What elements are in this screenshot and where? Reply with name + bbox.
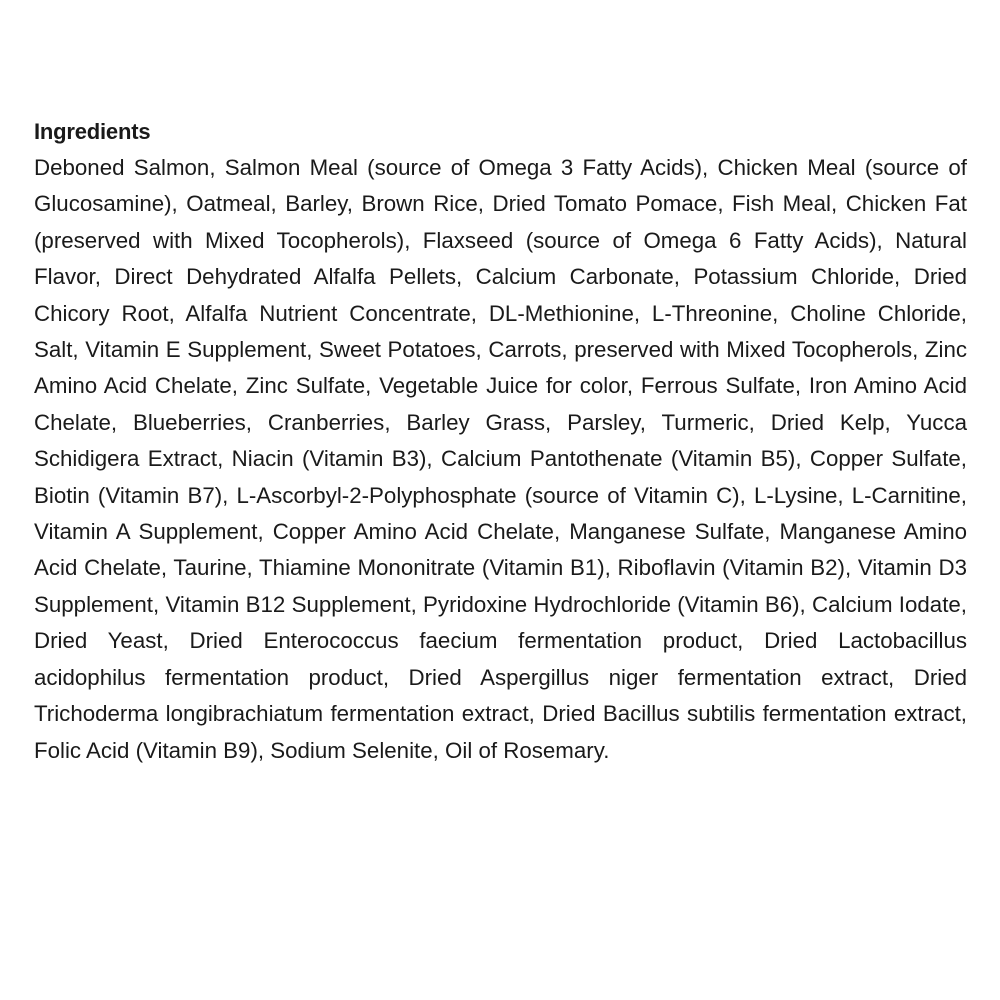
ingredients-list: Deboned Salmon, Salmon Meal (source of Omega 3 Fatty Acids), Chicken Meal (source of Glucosamine), Oatmeal, Barley, Brown Rice, Dried Tomato Pomace, Fish Meal, Chicken Fat (preserved with Mixed Tocopherols), Flaxseed (source of Omega 6 Fatty Acids), Natural Flavor, Direct Dehydrated Alfalfa Pellets, Calcium Carbonate, Potassium Chloride, Dried Chicory Root, Alfalfa Nutrient Concentrate, DL-Methionine, L-Threonine, Choline Chloride, Salt, Vitamin E Supplement, Sweet Potatoes, Carrots, preserved with Mixed Tocopherols, Zinc Amino Acid Chelate, Zinc Sulfate, Vegetable Juice for color, Ferrous Sulfate, Iron Amino Acid Chelate, Blueberries, Cranberries, Barley Grass, Parsley, Turmeric, Dried Kelp, Yucca Schidigera Extract, Niacin (Vitamin B3), Calcium Pantothenate (Vitamin B5), Copper Sulfate, Biotin (Vitamin B7), L-Ascorbyl-2-Polyphosphate (source of Vitamin C), L-Lysine, L-Carnitine, Vitamin A Supplement, Copper Amino Acid Chelate, Manganese Sulfate, Manganese Amino Acid Chelate, Taurine, Thiamine Mononitrate (Vitamin B1), Riboflavin (Vitamin B2), Vitamin D3 Supplement, Vitamin B12 Supplement, Pyridoxine Hydrochloride (Vitamin B6), Calcium Iodate, Dried Yeast, Dried Enterococcus faecium fermentation product, Dried Lactobacillus acidophilus fermentation product, Dried Aspergillus niger fermentation extract, Dried Trichoderma longibrachiatum fermentation extract, Dried Bacillus subtilis fermentation extract, Folic Acid (Vitamin B9), Sodium Selenite, Oil of Rosemary. [34,155,967,763]
ingredients-heading: Ingredients [34,119,151,144]
ingredients-panel [34,114,967,769]
